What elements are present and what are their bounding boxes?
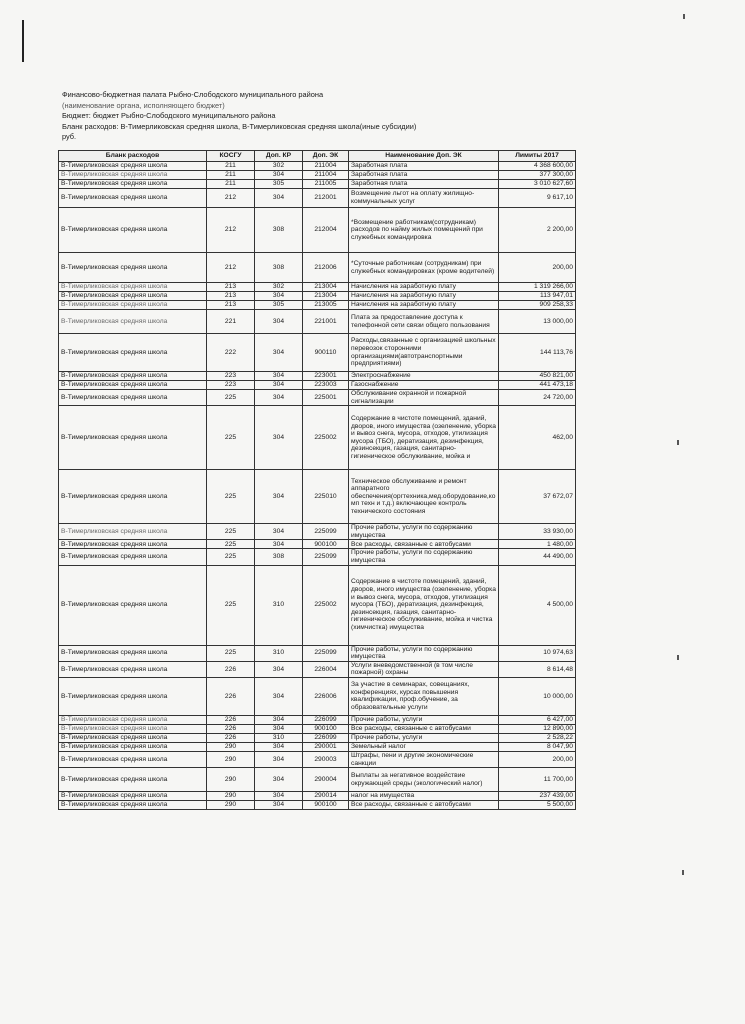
ek-name-cell: Прочие работы, услуги (349, 733, 499, 742)
ek-name-cell: Техническое обслуживание и ремонт аппаратного обеспечения(оргтехника,мед.оборудование,комп техн и т.д.) включающее контроль технического состояния (349, 470, 499, 524)
kr-cell: 304 (255, 524, 303, 540)
limit-cell: 12 890,00 (499, 724, 576, 733)
ek-cell: 226099 (303, 733, 349, 742)
expense-form-line: Бланк расходов: В-Тимерликовская средняя школа, В-Тимерликовская средняя школа(иные субсидии) (62, 121, 417, 131)
expense-form-cell: В-Тимерликовская средняя школа (59, 189, 207, 208)
kr-cell: 305 (255, 301, 303, 310)
kosgu-cell: 290 (207, 792, 255, 801)
kosgu-cell: 226 (207, 661, 255, 677)
ek-name-cell: Все расходы, связанные с автобусами (349, 724, 499, 733)
table-row (59, 792, 576, 801)
table-row (59, 208, 576, 253)
ek-cell: 225099 (303, 645, 349, 661)
table-row (59, 390, 576, 406)
kosgu-cell: 290 (207, 742, 255, 751)
kosgu-cell: 225 (207, 470, 255, 524)
kr-cell: 310 (255, 565, 303, 645)
table-row (59, 381, 576, 390)
expense-form-cell: В-Тимерликовская средняя школа (59, 768, 207, 792)
expense-form-cell: В-Тимерликовская средняя школа (59, 565, 207, 645)
expense-form-cell: В-Тимерликовская средняя школа (59, 292, 207, 301)
kosgu-cell: 223 (207, 372, 255, 381)
ek-cell: 213005 (303, 301, 349, 310)
table-row (59, 310, 576, 334)
ek-cell: 223001 (303, 372, 349, 381)
ek-name-cell: Обслуживание охранной и пожарной сигнализации (349, 390, 499, 406)
scan-speck (682, 870, 684, 875)
ek-cell: 223003 (303, 381, 349, 390)
scan-speck (677, 655, 679, 660)
limit-cell: 3 010 627,60 (499, 180, 576, 189)
table-row (59, 470, 576, 524)
ek-name-cell: *Возмещение работникам(сотрудникам) расходов по найму жилых помещений при служебных командировка (349, 208, 499, 253)
table-row (59, 801, 576, 810)
ek-name-cell: Заработная плата (349, 162, 499, 171)
table-row (59, 724, 576, 733)
kr-cell: 304 (255, 768, 303, 792)
table-row (59, 406, 576, 470)
table-row (59, 768, 576, 792)
table-row (59, 189, 576, 208)
ek-cell: 212001 (303, 189, 349, 208)
ek-cell: 290001 (303, 742, 349, 751)
kosgu-cell: 212 (207, 253, 255, 283)
ek-name-cell: Начисления на заработную плату (349, 292, 499, 301)
table-row (59, 661, 576, 677)
table-row (59, 292, 576, 301)
kosgu-cell: 225 (207, 390, 255, 406)
ek-cell: 212004 (303, 208, 349, 253)
limit-cell: 33 930,00 (499, 524, 576, 540)
ek-cell: 221001 (303, 310, 349, 334)
column-header: Бланк расходов (59, 151, 207, 162)
table-row (59, 334, 576, 372)
kosgu-cell: 225 (207, 524, 255, 540)
column-header: Лимиты 2017 (499, 151, 576, 162)
ek-name-cell: Возмещение льгот на оплату жилищно-коммунальных услуг (349, 189, 499, 208)
limit-cell: 144 113,76 (499, 334, 576, 372)
kosgu-cell: 290 (207, 751, 255, 767)
ek-cell: 211004 (303, 171, 349, 180)
expense-form-cell: В-Тимерликовская средняя школа (59, 661, 207, 677)
scan-speck (677, 440, 679, 445)
kr-cell: 305 (255, 180, 303, 189)
kosgu-cell: 221 (207, 310, 255, 334)
expense-form-cell: В-Тимерликовская средняя школа (59, 645, 207, 661)
ek-name-cell: Заработная плата (349, 180, 499, 189)
limit-cell: 4 368 600,00 (499, 162, 576, 171)
scan-speck (683, 14, 685, 19)
kr-cell: 304 (255, 792, 303, 801)
expense-form-cell: В-Тимерликовская средняя школа (59, 310, 207, 334)
limit-cell: 11 700,00 (499, 768, 576, 792)
kosgu-cell: 290 (207, 801, 255, 810)
kr-cell: 304 (255, 751, 303, 767)
kr-cell: 302 (255, 162, 303, 171)
kosgu-cell: 212 (207, 189, 255, 208)
column-header: Доп. КР (255, 151, 303, 162)
kosgu-cell: 225 (207, 549, 255, 565)
expense-form-cell: В-Тимерликовская средняя школа (59, 742, 207, 751)
document-header (62, 90, 416, 143)
ek-cell: 225002 (303, 406, 349, 470)
expense-form-cell: В-Тимерликовская средняя школа (59, 162, 207, 171)
ek-cell: 225099 (303, 524, 349, 540)
limit-cell: 450 821,00 (499, 372, 576, 381)
kosgu-cell: 225 (207, 645, 255, 661)
table-row (59, 677, 576, 715)
table-header-row (59, 151, 576, 162)
table-row (59, 253, 576, 283)
kr-cell: 304 (255, 406, 303, 470)
expense-form-cell: В-Тимерликовская средняя школа (59, 524, 207, 540)
limit-cell: 377 300,00 (499, 171, 576, 180)
expense-form-cell: В-Тимерликовская средняя школа (59, 715, 207, 724)
kr-cell: 304 (255, 801, 303, 810)
ek-cell: 225001 (303, 390, 349, 406)
kr-cell: 308 (255, 253, 303, 283)
limit-cell: 24 720,00 (499, 390, 576, 406)
ek-cell: 211005 (303, 180, 349, 189)
column-header: Наименование Доп. ЭК (349, 151, 499, 162)
table-row (59, 283, 576, 292)
kosgu-cell: 213 (207, 283, 255, 292)
table-row (59, 180, 576, 189)
ek-name-cell: Газоснабжение (349, 381, 499, 390)
limit-cell: 462,00 (499, 406, 576, 470)
ek-cell: 213004 (303, 292, 349, 301)
kosgu-cell: 223 (207, 381, 255, 390)
kosgu-cell: 225 (207, 406, 255, 470)
expense-form-cell: В-Тимерликовская средняя школа (59, 208, 207, 253)
column-header: КОСГУ (207, 151, 255, 162)
organization-caption: (наименование органа, исполняющего бюджет) (62, 100, 225, 110)
ek-name-cell: Выплаты за негативное воздействие окружающей среды (экологический налог) (349, 768, 499, 792)
kr-cell: 304 (255, 310, 303, 334)
kr-cell: 304 (255, 661, 303, 677)
table-row (59, 733, 576, 742)
limit-cell: 2 200,00 (499, 208, 576, 253)
ek-cell: 212006 (303, 253, 349, 283)
table-row (59, 162, 576, 171)
kr-cell: 308 (255, 549, 303, 565)
expense-form-cell: В-Тимерликовская средняя школа (59, 334, 207, 372)
kosgu-cell: 213 (207, 292, 255, 301)
limit-cell: 13 000,00 (499, 310, 576, 334)
ek-cell: 225099 (303, 549, 349, 565)
scan-margin-mark (22, 20, 24, 62)
ek-name-cell: Заработная плата (349, 171, 499, 180)
limit-cell: 441 473,18 (499, 381, 576, 390)
table-row (59, 565, 576, 645)
ek-name-cell: Прочие работы, услуги по содержанию имущества (349, 645, 499, 661)
kr-cell: 310 (255, 733, 303, 742)
table-row (59, 751, 576, 767)
kr-cell: 304 (255, 715, 303, 724)
table-row (59, 742, 576, 751)
expense-form-cell: В-Тимерликовская средняя школа (59, 406, 207, 470)
limit-cell: 237 439,00 (499, 792, 576, 801)
limit-cell: 1 480,00 (499, 540, 576, 549)
limit-cell: 44 490,00 (499, 549, 576, 565)
kosgu-cell: 225 (207, 565, 255, 645)
limit-cell: 1 319 266,00 (499, 283, 576, 292)
kr-cell: 304 (255, 540, 303, 549)
kr-cell: 304 (255, 677, 303, 715)
kr-cell: 304 (255, 189, 303, 208)
limit-cell: 10 974,63 (499, 645, 576, 661)
expense-form-cell: В-Тимерликовская средняя школа (59, 549, 207, 565)
ek-name-cell: Прочие работы, услуги (349, 715, 499, 724)
kr-cell: 304 (255, 334, 303, 372)
ek-cell: 225002 (303, 565, 349, 645)
kosgu-cell: 211 (207, 180, 255, 189)
ek-cell: 290004 (303, 768, 349, 792)
ek-name-cell: Начисления на заработную плату (349, 283, 499, 292)
ek-name-cell: Земельный налог (349, 742, 499, 751)
limit-cell: 200,00 (499, 253, 576, 283)
ek-name-cell: Штрафы, пени и другие экономические санкции (349, 751, 499, 767)
table-row (59, 715, 576, 724)
limit-cell: 909 258,33 (499, 301, 576, 310)
expense-form-cell: В-Тимерликовская средняя школа (59, 180, 207, 189)
expense-form-cell: В-Тимерликовская средняя школа (59, 677, 207, 715)
ek-name-cell: Начисления на заработную плату (349, 301, 499, 310)
ek-name-cell: Плата за предоставление доступа к телефонной сети связи общего пользования (349, 310, 499, 334)
currency-unit: руб. (62, 132, 77, 142)
expense-limits-table (58, 150, 576, 810)
expense-form-cell: В-Тимерликовская средняя школа (59, 733, 207, 742)
kr-cell: 304 (255, 470, 303, 524)
limit-cell: 10 000,00 (499, 677, 576, 715)
expense-form-cell: В-Тимерликовская средняя школа (59, 253, 207, 283)
limit-cell: 9 617,10 (499, 189, 576, 208)
kr-cell: 304 (255, 381, 303, 390)
ek-name-cell: *Суточные работникам (сотрудникам) при служебных командировках (кроме водителей) (349, 253, 499, 283)
ek-name-cell: Услуги вневедомственной (в том числе пожарной) охраны (349, 661, 499, 677)
kr-cell: 304 (255, 372, 303, 381)
kr-cell: 302 (255, 283, 303, 292)
expense-form-cell: В-Тимерликовская средняя школа (59, 390, 207, 406)
ek-name-cell: За участие в семинарах, совещаниях, конференциях, курсах повышения квалификации, проф.обучение, за образовательные услуги (349, 677, 499, 715)
column-header: Доп. ЭК (303, 151, 349, 162)
kosgu-cell: 226 (207, 677, 255, 715)
kr-cell: 304 (255, 171, 303, 180)
expense-form-cell: В-Тимерликовская средняя школа (59, 792, 207, 801)
expense-form-cell: В-Тимерликовская средняя школа (59, 540, 207, 549)
kosgu-cell: 290 (207, 768, 255, 792)
expense-form-cell: В-Тимерликовская средняя школа (59, 283, 207, 292)
ek-cell: 290003 (303, 751, 349, 767)
ek-cell: 225010 (303, 470, 349, 524)
table-row (59, 549, 576, 565)
expense-form-cell: В-Тимерликовская средняя школа (59, 301, 207, 310)
table-row (59, 645, 576, 661)
table-row (59, 372, 576, 381)
ek-name-cell: Содержание в чистоте помещений, зданий, дворов, иного имущества (озеленение, уборка и вывоз снега, мусора, отходов, утилизация мусора (ТБО), дератизация, дезинфекция, дезинсекция, газация, санитарно-гигиеническое обслуживание, мойка и (349, 406, 499, 470)
ek-cell: 900110 (303, 334, 349, 372)
organization-line: Финансово-бюджетная палата Рыбно-Слободского муниципального района (62, 90, 324, 99)
kosgu-cell: 226 (207, 724, 255, 733)
expense-form-cell: В-Тимерликовская средняя школа (59, 381, 207, 390)
expense-form-cell: В-Тимерликовская средняя школа (59, 372, 207, 381)
budget-line: Бюджет: бюджет Рыбно-Слободского муниципального района (62, 111, 276, 121)
ek-name-cell: Расходы,связанные с организацией школьных перевозок сторонними организациями(автотранспортными предприятиями) (349, 334, 499, 372)
kosgu-cell: 212 (207, 208, 255, 253)
limit-cell: 37 672,07 (499, 470, 576, 524)
ek-cell: 900100 (303, 724, 349, 733)
ek-cell: 900100 (303, 801, 349, 810)
table-body (59, 162, 576, 810)
expense-form-cell: В-Тимерликовская средняя школа (59, 470, 207, 524)
ek-name-cell: Все расходы, связанные с автобусами (349, 801, 499, 810)
kosgu-cell: 213 (207, 301, 255, 310)
kosgu-cell: 226 (207, 715, 255, 724)
kosgu-cell: 211 (207, 171, 255, 180)
limit-cell: 200,00 (499, 751, 576, 767)
limit-cell: 8 047,90 (499, 742, 576, 751)
expense-form-cell: В-Тимерликовская средняя школа (59, 171, 207, 180)
limit-cell: 6 427,00 (499, 715, 576, 724)
ek-cell: 211004 (303, 162, 349, 171)
ek-name-cell: Все расходы, связанные с автобусами (349, 540, 499, 549)
limit-cell: 2 528,22 (499, 733, 576, 742)
ek-name-cell: Электроснабжение (349, 372, 499, 381)
ek-cell: 290014 (303, 792, 349, 801)
kr-cell: 304 (255, 724, 303, 733)
ek-cell: 213004 (303, 283, 349, 292)
table-row (59, 540, 576, 549)
kr-cell: 304 (255, 390, 303, 406)
limit-cell: 4 500,00 (499, 565, 576, 645)
kosgu-cell: 211 (207, 162, 255, 171)
kr-cell: 304 (255, 742, 303, 751)
ek-cell: 226006 (303, 677, 349, 715)
kr-cell: 308 (255, 208, 303, 253)
ek-name-cell: Прочие работы, услуги по содержанию имущества (349, 524, 499, 540)
limit-cell: 8 614,48 (499, 661, 576, 677)
table-row (59, 524, 576, 540)
ek-name-cell: Содержание в чистоте помещений, зданий, дворов, иного имущества (озеленение, уборка и вывоз снега, мусора, отходов, утилизация мусора (ТБО), дератизация, дезинфекция, дезинсекция, газация, санитарно-гигиеническое обслуживание, мойка и чистка (химчистка) имущества (349, 565, 499, 645)
kosgu-cell: 226 (207, 733, 255, 742)
expense-form-cell: В-Тимерликовская средняя школа (59, 751, 207, 767)
kr-cell: 310 (255, 645, 303, 661)
ek-name-cell: налог на имущества (349, 792, 499, 801)
expense-form-cell: В-Тимерликовская средняя школа (59, 801, 207, 810)
kosgu-cell: 225 (207, 540, 255, 549)
kr-cell: 304 (255, 292, 303, 301)
limit-cell: 113 947,01 (499, 292, 576, 301)
limit-cell: 5 500,00 (499, 801, 576, 810)
table-row (59, 171, 576, 180)
ek-name-cell: Прочие работы, услуги по содержанию имущества (349, 549, 499, 565)
ek-cell: 226004 (303, 661, 349, 677)
table-row (59, 301, 576, 310)
ek-cell: 226099 (303, 715, 349, 724)
expense-form-cell: В-Тимерликовская средняя школа (59, 724, 207, 733)
ek-cell: 900100 (303, 540, 349, 549)
kosgu-cell: 222 (207, 334, 255, 372)
